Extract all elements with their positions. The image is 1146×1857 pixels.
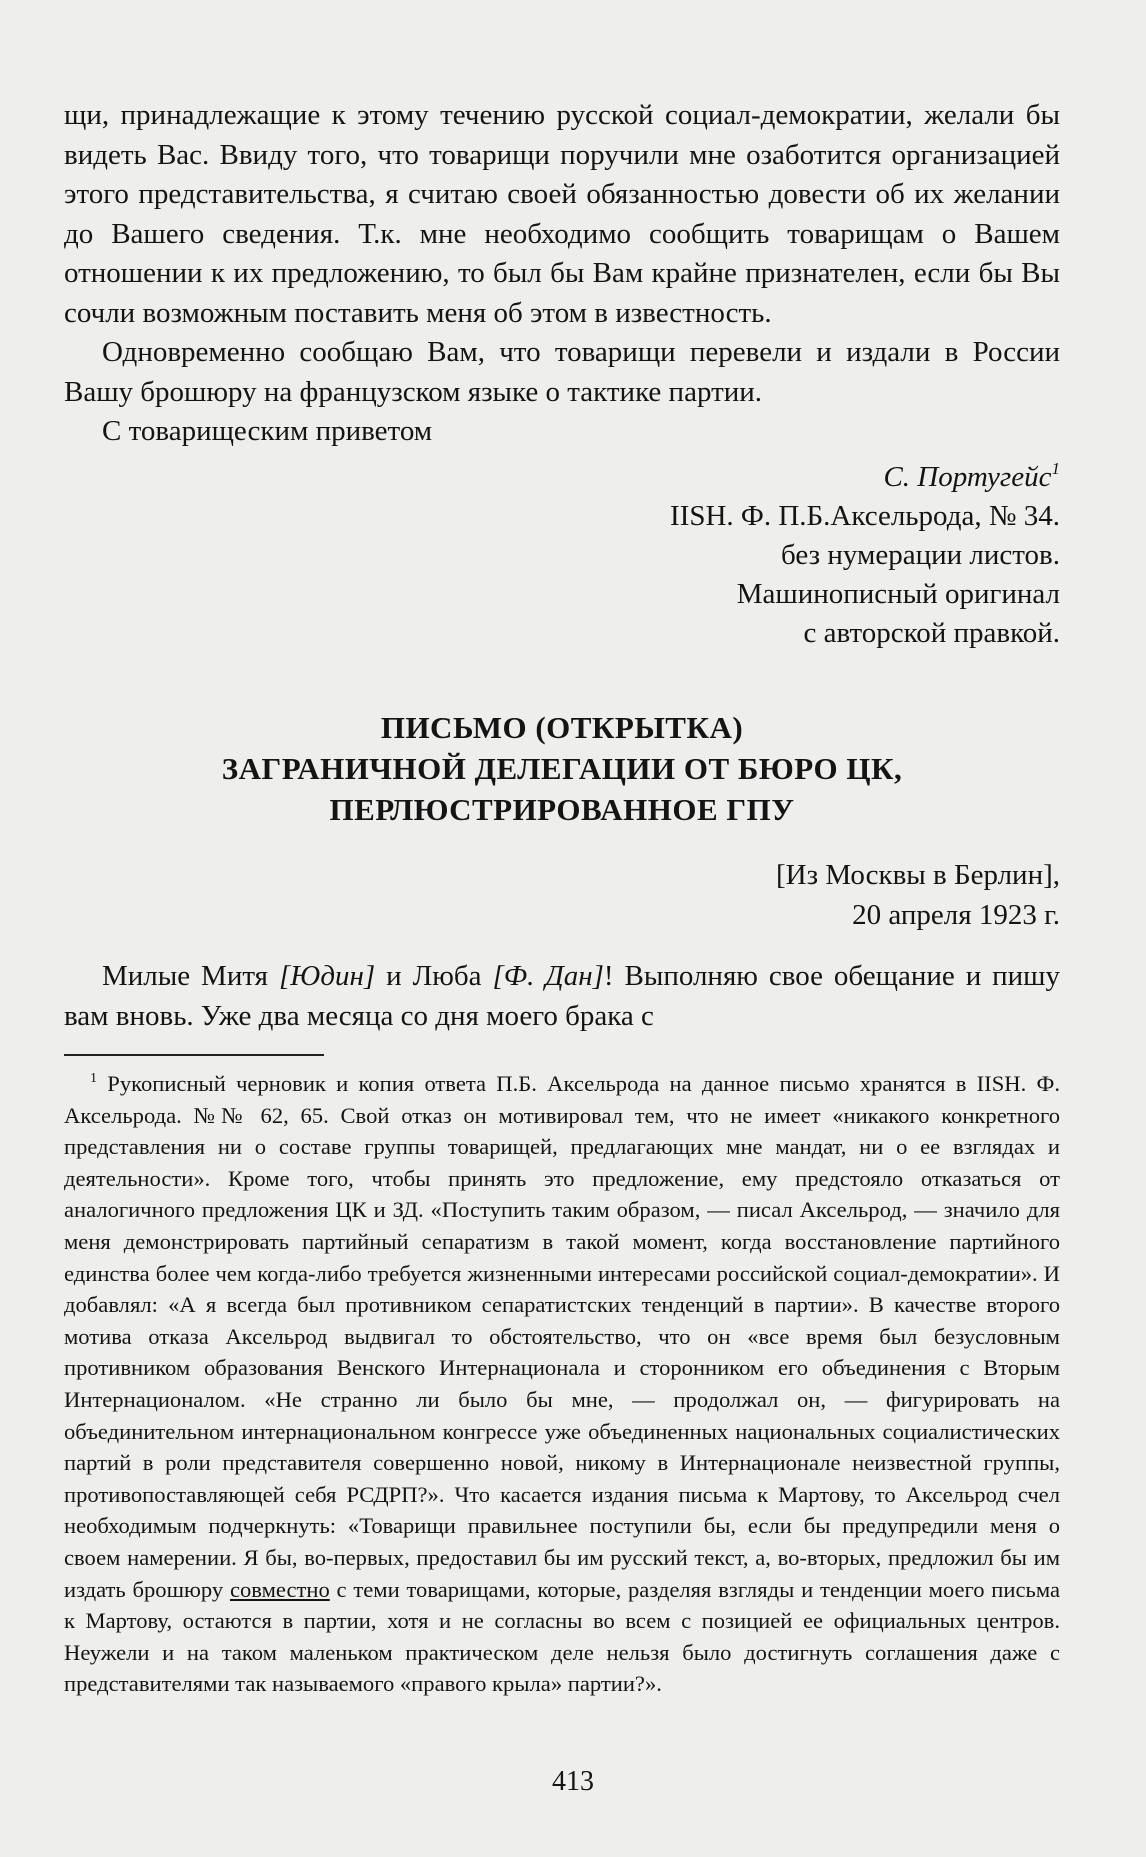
signature (64, 458, 1060, 498)
footnote-text: Рукописный черновик и копия ответа П.Б. Аксельрода на данное письмо хранятся в IISH. Ф. Аксельрода. №№ 62, 65. Свой отказ он мотивировал тем, что не имеет «никакого конкретного представления ни о составе группы товарищей, предлагающих мне мандат, ни о ее взглядах и деятельности». Кроме того, чтобы принять это предложение, ему предстояло отказаться от аналогичного предложения ЦК и ЗД. «Поступить таким образом, — писал Аксельрод, — значило для меня демонстрировать партийный сепаратизм в такой момент, когда восстановление партийного единства более чем когда-либо требуется жизненными интересами российской социал-демократии». И добавлял: «А я всегда был противником сепаратистских тенденций в партии». В качестве второго мотива отказа Аксельрод выдвигал то обстоятельство, что он «все время был безусловным противником образования Венского Интернационала и сторонником его объединения с Вторым Интернационалом. «Не странно ли было бы мне, — продолжал он, — фигурировать на объединительном интернациональном конгрессе уже объединенных национальных социалистических партий в роли представителя совершенно новой, никому в Интернационале неизвестной группы, противопоставляющей себя РСДРП?». Что касается издания письма к Мартову, то Аксельрод счел необходимым подчеркнуть: «Товарищи правильнее поступили бы, если бы предупредили меня о своем намерении. Я бы, во-первых, предоставил бы им русский текст, а, во-вторых, предложил бы им издать брошюру (64, 1071, 1060, 1602)
letter-text-part: ! Выполняю свое обещание и пишу вам вновь. Уже два месяца со дня моего брака с (64, 960, 1061, 1032)
footnote-paragraph (64, 1068, 1060, 1700)
letter-text-part: Милые Митя (102, 960, 279, 992)
document-heading (64, 707, 1060, 830)
heading-line: ПИСЬМО (ОТКРЫТКА) (380, 710, 744, 745)
place-date (64, 856, 1060, 935)
archive-line: Машинописный оригинал (736, 578, 1060, 610)
footnote-number: 1 (90, 1071, 97, 1086)
archive-line: IISH. Ф. П.Б.Аксельрода, № 34. (670, 500, 1060, 532)
body-paragraph: Одновременно сообщаю Вам, что товарищи перевели и издали в России Вашу брошюру на французском языке о тактике партии. (64, 336, 1060, 408)
editorial-note: [Юдин] (278, 960, 376, 992)
archive-line: с авторской правкой. (803, 617, 1060, 649)
letter-paragraph (64, 957, 1060, 1036)
heading-line: ПЕРЛЮСТРИРОВАННОЕ ГПУ (329, 792, 795, 827)
footnote-text: с теми товарищами, которые, разделяя взгляды и тенденции моего письма к Мартову, остаются в партии, хотя и не согласны во всем с позицией ее официальных центров. Неужели и на таком маленьком практическом деле нельзя было достигнуть соглашения даже с представителями так называемого «правого крыла» партии?». (64, 1576, 1060, 1697)
footnote-divider (64, 1054, 324, 1056)
archive-line: без нумерации листов. (781, 539, 1060, 571)
letter-text-part: и Люба (375, 960, 493, 992)
letter-text (64, 957, 1060, 1036)
editorial-note: [Ф. Дан] (492, 960, 604, 992)
footnote (64, 1068, 1060, 1700)
closing-line: С товарищеским приветом (102, 415, 433, 447)
archive-reference (64, 497, 1060, 653)
place-line: [Из Москвы в Берлин], (776, 859, 1060, 891)
heading-line: ЗАГРАНИЧНОЙ ДЕЛЕГАЦИИ ОТ БЮРО ЦК, (221, 751, 903, 786)
letter-body (64, 96, 1060, 452)
signature-name: С. Португейс (883, 460, 1052, 493)
footnote-underlined-word: совместно (229, 1576, 330, 1602)
footnote-mark: 1 (1051, 458, 1060, 478)
body-paragraph: щи, принадлежащие к этому течению русской социал-демократии, желали бы видеть Вас. Ввиду того, что товарищи поручили мне озаботится организацией этого представительства, я считаю своей обязанностью довести об их желании до Вашего сведения. Т.к. мне необходимо сообщить товарищам о Вашем отношении к их предложению, то был бы Вам крайне признателен, если бы Вы сочли возможным поставить меня об этом в известность. (64, 99, 1060, 329)
date-line: 20 апреля 1923 г. (852, 898, 1060, 931)
page-number: 413 (552, 1766, 594, 1797)
